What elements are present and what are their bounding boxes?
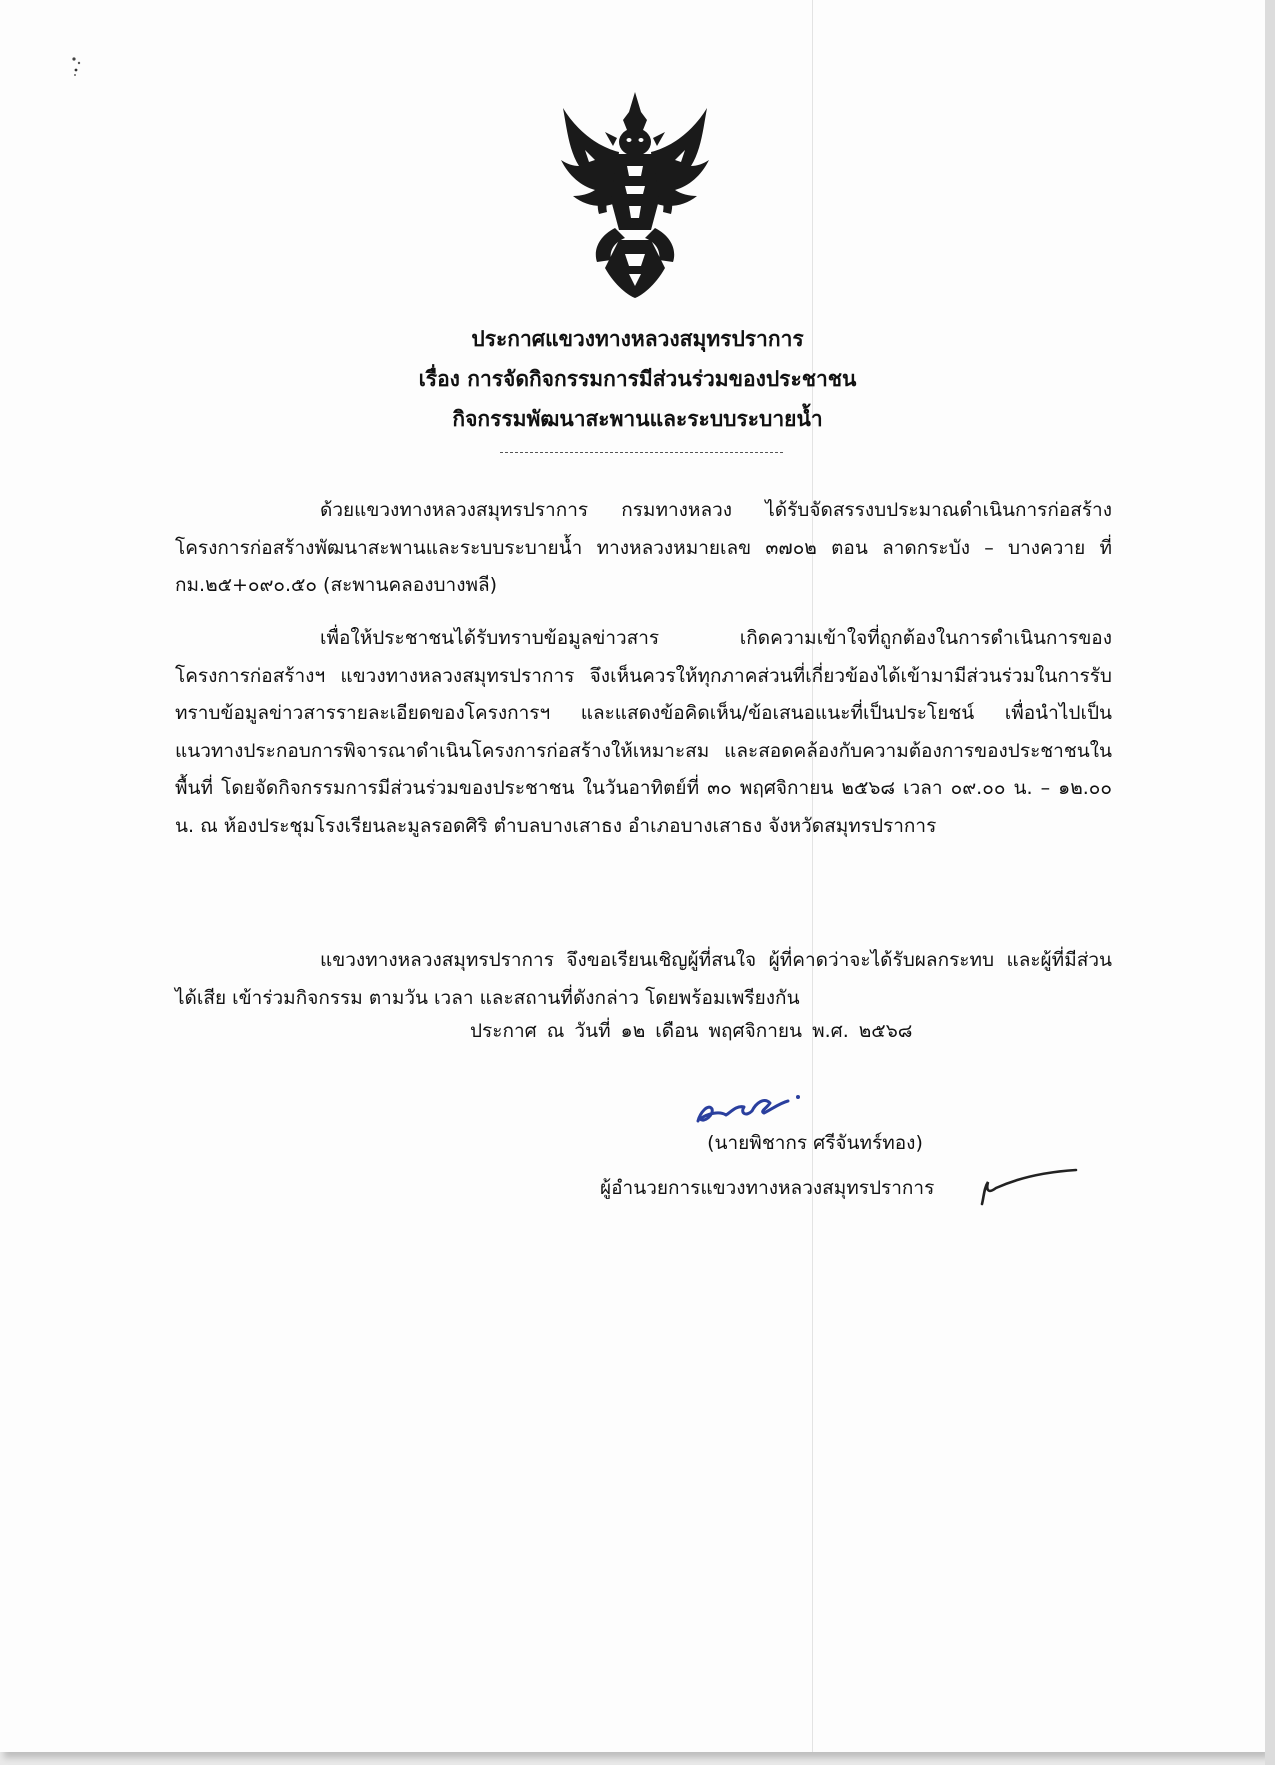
signer-name: (นายพิชากร ศรีจันทร์ทอง) [707,1132,923,1154]
garuda-emblem-icon [555,90,715,300]
scan-speck-icon [70,55,84,79]
scan-edge [1265,0,1275,1765]
handwritten-signature-icon [690,1083,810,1128]
announcement-subject: เรื่อง การจัดกิจกรรมการมีส่วนร่วมของประชาชน [418,367,857,391]
body-paragraph-1: ด้วยแขวงทางหลวงสมุทรปราการ กรมทางหลวง ได้รับจัดสรรงบประมาณดำเนินการก่อสร้างโครงการก่อสร้างพัฒนาสะพานและระบบระบายน้ำ ทางหลวงหมายเลข ๓๗๐๒ ตอน ลาดกระบัง – บางควาย ที่ กม.๒๕+๐๙๐.๕๐ (สะพานคลองบางพลี) [175,499,1112,596]
activity-title: กิจกรรมพัฒนาสะพานและระบบระบายน้ำ [452,407,823,431]
title-divider [500,452,783,453]
signer-title: ผู้อำนวยการแขวงทางหลวงสมุทรปราการ [600,1177,935,1199]
announcement-title: ประกาศแขวงทางหลวงสมุทรปราการ [471,327,804,351]
body-paragraph-2: เพื่อให้ประชาชนได้รับทราบข้อมูลข่าวสาร เกิดความเข้าใจที่ถูกต้องในการดำเนินการของโครงการก่อสร้างฯ แขวงทางหลวงสมุทรปราการ จึงเห็นควรให้ทุกภาคส่วนที่เกี่ยวข้องได้เข้ามามีส่วนร่วมในการรับทราบข้อมูลข่าวสารรายละเอียดของโครงการฯ และแสดงข้อคิดเห็น/ข้อเสนอแนะที่เป็นประโยชน์ เพื่อนำไปเป็นแนวทางประกอบการพิจารณาดำเนินโครงการก่อสร้างให้เหมาะสม และสอดคล้องกับความต้องการของประชาชนในพื้นที่ โดยจัดกิจกรรมการมีส่วนร่วมของประชาชน ในวันอาทิตย์ที่ ๓๐ พฤศจิกายน ๒๕๖๘ เวลา ๐๙.๐๐ น. – ๑๒.๐๐ น. ณ ห้องประชุมโรงเรียนละมูลรอดศิริ ตำบลบางเสาธง อำเภอบางเสาธง จังหวัดสมุทรปราการ [175,627,1112,837]
scan-fold-line [812,0,813,1752]
announcement-date: ประกาศ ณ วันที่ ๑๒ เดือน พฤศจิกายน พ.ศ. ๒๕๖๘ [470,1020,913,1042]
body-paragraph-3: แขวงทางหลวงสมุทรปราการ จึงขอเรียนเชิญผู้ที่สนใจ ผู้ที่คาดว่าจะได้รับผลกระทบ และผู้ที่มีส่วนได้เสีย เข้าร่วมกิจกรรม ตามวัน เวลา และสถานที่ดังกล่าว โดยพร้อมเพรียงกัน [175,949,1112,1009]
pen-tick-icon [978,1160,1078,1208]
